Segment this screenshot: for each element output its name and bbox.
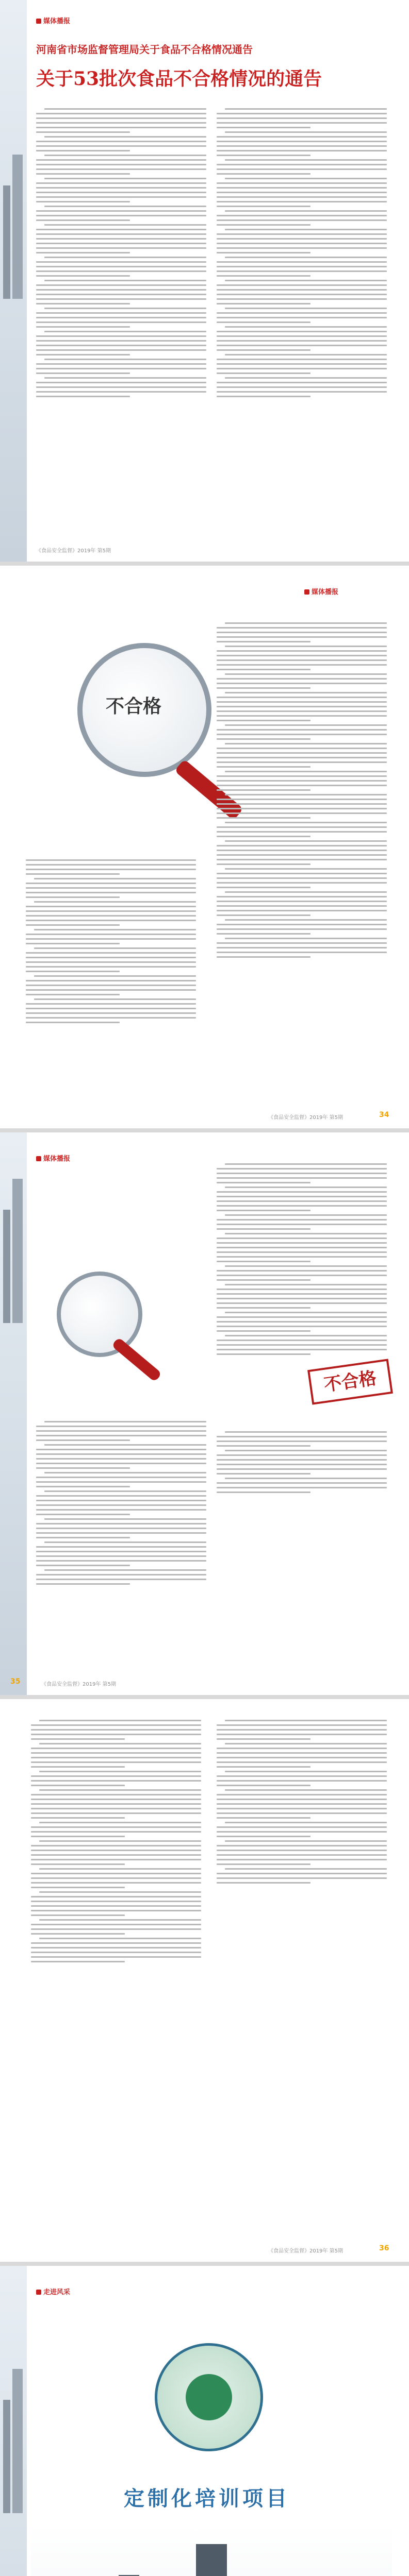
magazine-page-4 xyxy=(0,1699,409,2262)
magazine-page-5 xyxy=(0,2266,409,2576)
school-logo-emblem xyxy=(186,2374,232,2420)
section-tag: 媒体播报 xyxy=(36,1153,70,1163)
page-footer: 《食品安全监督》2019年 第5期 xyxy=(41,1682,116,1687)
magazine-page-2 xyxy=(0,566,409,1128)
article-body-right xyxy=(217,108,387,400)
page-number: 34 xyxy=(379,1111,389,1119)
article-headline-line2: 关于53批次食品不合格情况的通告 xyxy=(36,68,322,90)
section-mark-icon xyxy=(304,589,309,595)
decorative-side-strip xyxy=(0,2266,27,2576)
magazine-page-3 xyxy=(0,1132,409,1695)
section-tag: 走进风采 xyxy=(36,2286,70,2296)
magnifier-illustration xyxy=(57,1272,142,1357)
section-mark-icon xyxy=(36,1156,41,1161)
page-number: 35 xyxy=(10,1677,21,1686)
page-footer: 《食品安全监督》2019年 第5期 xyxy=(268,1115,343,1121)
page-footer: 《食品安全监督》2019年 第5期 xyxy=(268,2248,343,2254)
magazine-page-1 xyxy=(0,0,409,562)
page-divider xyxy=(0,1128,409,1132)
section-tag: 媒体播报 xyxy=(304,586,338,596)
article-body-right xyxy=(217,1163,387,1358)
article-body-left xyxy=(36,108,206,400)
not-qualified-stamp: 不合格 xyxy=(307,1359,393,1404)
city-skyline-illustration xyxy=(31,2523,392,2576)
page-number: 36 xyxy=(379,2244,389,2252)
magnifier-handle xyxy=(111,1337,162,1382)
decorative-side-strip xyxy=(0,1132,27,1695)
page-divider xyxy=(0,1695,409,1699)
magnifier-label: 不合格 xyxy=(106,696,162,717)
article-headline-line1: 河南省市场监督管理局关于食品不合格情况通告 xyxy=(36,43,253,56)
page-divider xyxy=(0,562,409,566)
decorative-side-strip xyxy=(0,0,27,562)
section-tag: 媒体播报 xyxy=(36,15,70,25)
article-body-left xyxy=(26,859,196,1026)
page-footer: 《食品安全监督》2019年 第5期 xyxy=(36,548,111,554)
training-program-title: 定制化培训项目 xyxy=(124,2486,290,2511)
section-mark-icon xyxy=(36,2290,41,2295)
article-body-left xyxy=(31,1720,201,1965)
article-body-left xyxy=(36,1421,206,1588)
article-body-right-lower xyxy=(217,1431,387,1496)
section-mark-icon xyxy=(36,19,41,24)
page-divider xyxy=(0,2262,409,2266)
article-body-right xyxy=(217,622,387,961)
article-body-right xyxy=(217,1720,387,1887)
